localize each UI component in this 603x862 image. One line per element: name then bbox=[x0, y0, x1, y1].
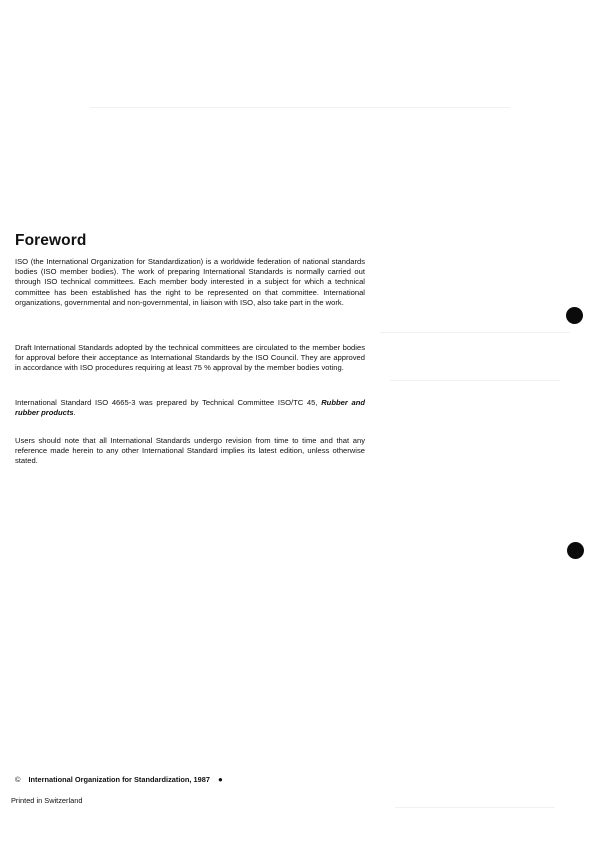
copyright-line bbox=[15, 775, 223, 784]
standard-statement-suffix: . bbox=[73, 408, 76, 418]
scan-artifact bbox=[390, 380, 560, 381]
copyright-text: International Organization for Standardization, 1987 bbox=[28, 775, 210, 784]
committee-title: Rubber and rubber products bbox=[15, 398, 365, 418]
scan-artifact bbox=[90, 107, 510, 108]
scan-artifact bbox=[395, 807, 555, 808]
standard-statement-prefix: International Standard ISO 4665-3 was prepared by Technical Committee ISO/TC 45, bbox=[15, 398, 322, 407]
foreword-heading: Foreword bbox=[15, 232, 87, 249]
punch-hole-icon bbox=[566, 307, 583, 324]
copyright-symbol: © bbox=[15, 775, 21, 784]
bullet-icon: ● bbox=[217, 775, 223, 784]
printed-in-line: Printed in Switzerland bbox=[11, 796, 83, 805]
scan-artifact bbox=[380, 332, 570, 333]
foreword-paragraph-iso-intro: ISO (the International Organization for Standardization) is a worldwide federation of national standards bodies (ISO member bodies). The work of preparing International Standards is normally carried out through ISO technical committees. Each member body interested in a subject for which a technical committee has been established has the right to be represented on that committee. International organizations, governmental and non-governmental, in liaison with ISO, also take part in the work. bbox=[15, 257, 365, 307]
foreword-paragraph-standard-statement bbox=[15, 398, 365, 418]
foreword-paragraph-draft-standards: Draft International Standards adopted by the technical committees are circulated to the member bodies for approval before their acceptance as International Standards by the ISO Council. They are approved in accordance with ISO procedures requiring at least 75 % approval by the member bodies voting. bbox=[15, 343, 365, 373]
punch-hole-icon bbox=[567, 542, 584, 559]
foreword-paragraph-revision-note: Users should note that all International Standards undergo revision from time to time and that any reference made herein to any other International Standard implies its latest edition, unless otherwise stated. bbox=[15, 436, 365, 466]
